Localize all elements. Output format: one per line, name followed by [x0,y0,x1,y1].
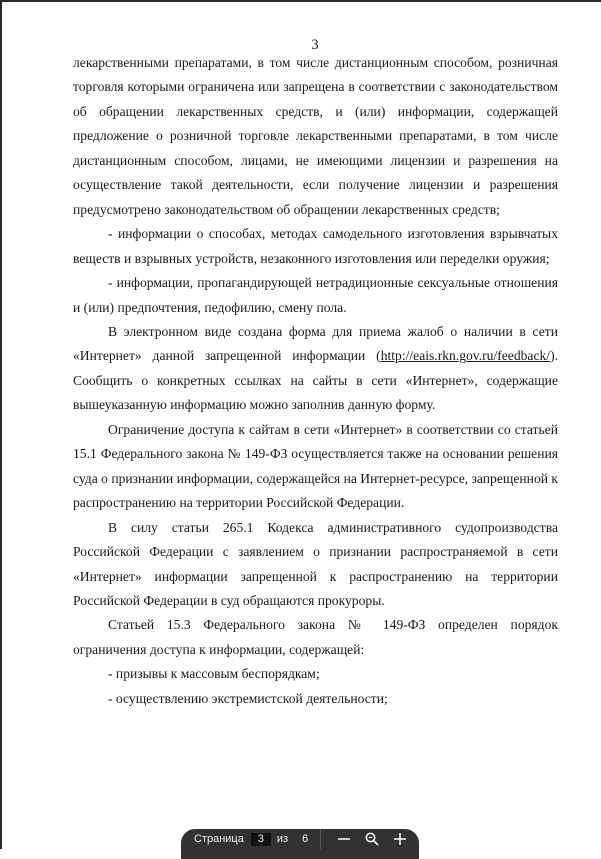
list-item-riots: - призывы к массовым беспорядкам; [108,666,320,682]
fit-zoom-button[interactable] [361,829,383,849]
list-item-propaganda: - информации, пропагандирующей нетрадиционные сексуальные отношения и (или) предпочтения, педофилию, смену пола. [73,275,558,315]
paragraph-continuation: лекарственными препаратами, в том числе дистанционным способом, розничная торговля которыми ограничена или запрещена в соответствии с законодательством об обращении лекарственных средств, и (или) информации, содержащей предложение о розничной торговле лекарственными препаратами, в том числе дистанционным способом, лицами, не имеющими лицензии и разрешения на осуществление такой деятельности, если получение лицензии и разрешения предусмотрено законодательством об обращении лекарственных средств; [73,55,558,217]
total-pages: 6 [302,833,309,845]
viewer-frame-top [0,0,601,2]
viewer-frame-left [0,0,2,849]
paragraph-feedback-form [73,320,558,418]
feedback-text-before: В электронном виде создана форма для приема жалоб о наличии в сети «Интернет» данной запрещенной информации ( [73,323,558,364]
feedback-text-after: ). Сообщить о конкретных ссылках на сайты в сети «Интернет», содержащие вышеуказанную информацию можно заполнив данную форму. [73,348,558,413]
paragraph-restriction: Ограничение доступа к сайтам в сети «Интернет» в соответствии со статьей 15.1 Федерального закона № 149-ФЗ осуществляется также на основании решения суда о признании информации, содержащейся на Интернет-ресурсе, запрещенной к распространению на территории Российской Федерации. [73,421,559,511]
page-navigation [181,829,320,849]
list-item-extremism: - осуществлению экстремистской деятельности; [108,690,388,706]
current-page-input[interactable] [251,833,271,846]
pdf-toolbar [181,829,419,859]
page-number: 3 [311,37,319,53]
list-item-weapons: - информации о способах, методах самодельного изготовления взрывчатых веществ и взрывных устройств, незаконного изготовления или переделки оружия; [73,226,558,266]
zoom-in-button[interactable] [389,829,411,849]
paragraph-court: В силу статьи 265.1 Кодекса административного судопроизводства Российской Федерации с заявлением о признании распространяемой в сети «Интернет» информации запрещенной к распространению на территории Российской Федерации в суд обращаются прокуроры. [73,519,558,608]
page-label: Страница [194,833,244,845]
plus-icon [394,833,406,845]
paragraph-article-15-3: Статьей 15.3 Федерального закона № 149-ФЗ определен порядок ограничения доступа к информации, содержащей: [73,617,558,657]
feedback-link[interactable]: http://eais.rkn.gov.ru/feedback/ [380,348,551,364]
of-label: из [276,833,289,845]
zoom-out-button[interactable] [333,829,355,849]
magnifier-icon [365,832,379,846]
toolbar-divider [320,829,321,849]
document-body [73,51,558,711]
minus-icon [338,833,350,845]
